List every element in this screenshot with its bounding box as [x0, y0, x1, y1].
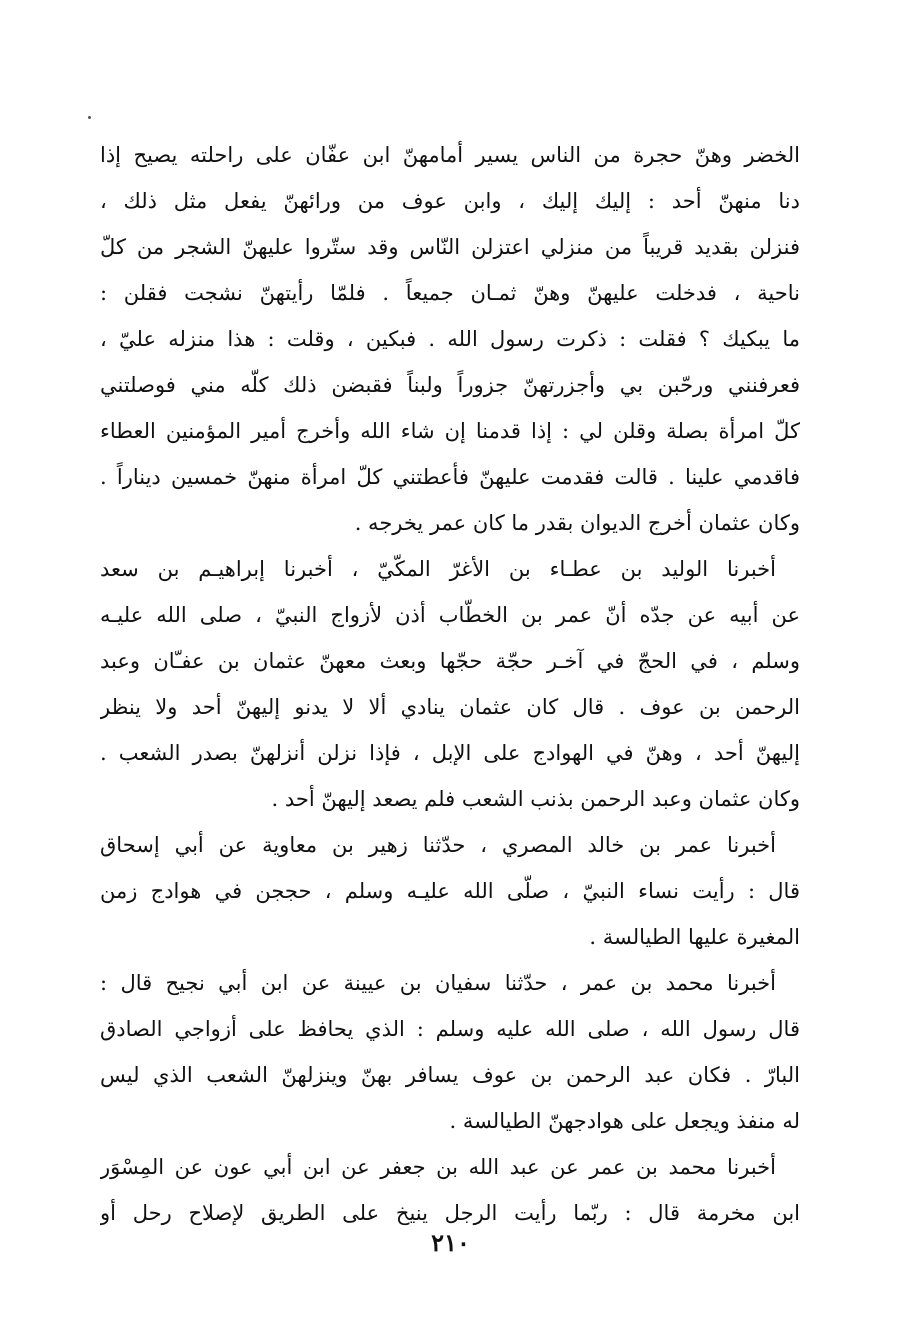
text-line-8: فاقدمي علينا . قالت فقدمت عليهنّ فأعطتني كلّ امرأة منهنّ خمسين ديناراً . [100, 465, 800, 489]
page-number: ٢١٠ [431, 1228, 470, 1257]
text-line-17: قال : رأيت نساء النبيّ ، صلّى الله عليـه وسلم ، حججن في هوادج زمن [100, 879, 800, 903]
text-line-19: أخبرنا محمد بن عمر ، حدّثنا سفيان بن عيينة عن ابن أبي نجيح قال : [100, 971, 776, 995]
text-line-1: الخضر وهنّ حجرة من الناس يسير أمامهنّ ابن عفّان على راحلته يصيح إذا [100, 143, 800, 167]
text-line-3: فنزلن بقديد قريباً من منزلي اعتزلن النّاس وقد ستّروا عليهنّ الشجر من كلّ [100, 235, 800, 259]
text-line-11: عن أبيه عن جدّه أنّ عمر بن الخطّاب أذن لأزواج النبيّ ، صلى الله عليـه [100, 603, 800, 627]
text-line-5: ما يبكيك ؟ فقلت : ذكرت رسول الله . فبكين ، وقلت : هذا منزله عليّ ، [100, 327, 800, 351]
text-line-16: أخبرنا عمر بن خالد المصري ، حدّثنا زهير بن معاوية عن أبي إسحاق [100, 833, 776, 857]
body-text [100, 132, 800, 1236]
text-line-15: وكان عثمان وعبد الرحمن بذنب الشعب فلم يصعد إليهنّ أحد . [271, 787, 800, 811]
text-line-22: له منفذ ويجعل على هوادجهنّ الطيالسة . [449, 1109, 800, 1133]
text-line-18: المغيرة عليها الطيالسة . [589, 925, 800, 949]
text-line-12: وسلم ، في الحجّ في آخـر حجّة حجّها وبعث معهنّ عثمان بن عفـّان وعبد [100, 649, 800, 673]
text-line-6: فعرفنني ورحّبن بي وأجزرتهنّ جزوراً ولبناً فقبضن ذلك كلّه مني فوصلتني [100, 373, 800, 397]
text-line-2: دنا منهنّ أحد : إليك إليك ، وابن عوف من ورائهنّ يفعل مثل ذلك ، [100, 189, 800, 213]
text-line-7: كلّ امرأة بصلة وقلن لي : إذا قدمنا إن شاء الله وأخرج أمير المؤمنين العطاء [100, 419, 800, 443]
text-line-10: أخبرنا الوليد بن عطـاء بن الأغرّ المكّيّ ، أخبرنا إبراهيـم بن سعد [100, 557, 776, 581]
text-line-9: وكان عثمان أخرج الديوان بقدر ما كان عمر يخرجه . [354, 511, 800, 535]
text-line-13: الرحمن بن عوف . قال كان عثمان ينادي ألا لا يدنو إليهنّ أحد ولا ينظر [100, 695, 800, 719]
text-line-21: البارّ . فكان عبد الرحمن بن عوف يسافر بهنّ وينزلهنّ الشعب الذي ليس [100, 1063, 800, 1087]
text-line-4: ناحية ، فدخلت عليهنّ وهنّ ثمـان جميعاً . فلمّا رأيتهنّ نشجت فقلن : [100, 281, 800, 305]
paper-speck [88, 116, 91, 119]
text-line-23: أخبرنا محمد بن عمر عن عبد الله بن جعفر عن ابن أبي عون عن المِسْوَر [100, 1155, 776, 1179]
text-line-20: قال رسول الله ، صلى الله عليه وسلم : الذي يحافظ على أزواجي الصادق [100, 1017, 800, 1041]
text-line-24: ابن مخرمة قال : ربّما رأيت الرجل ينيخ على الطريق لإصلاح رحل أو [100, 1201, 800, 1225]
text-line-14: إليهنّ أحد ، وهنّ في الهوادج على الإبل ، فإذا نزلن أنزلهنّ بصدر الشعب . [100, 741, 800, 765]
